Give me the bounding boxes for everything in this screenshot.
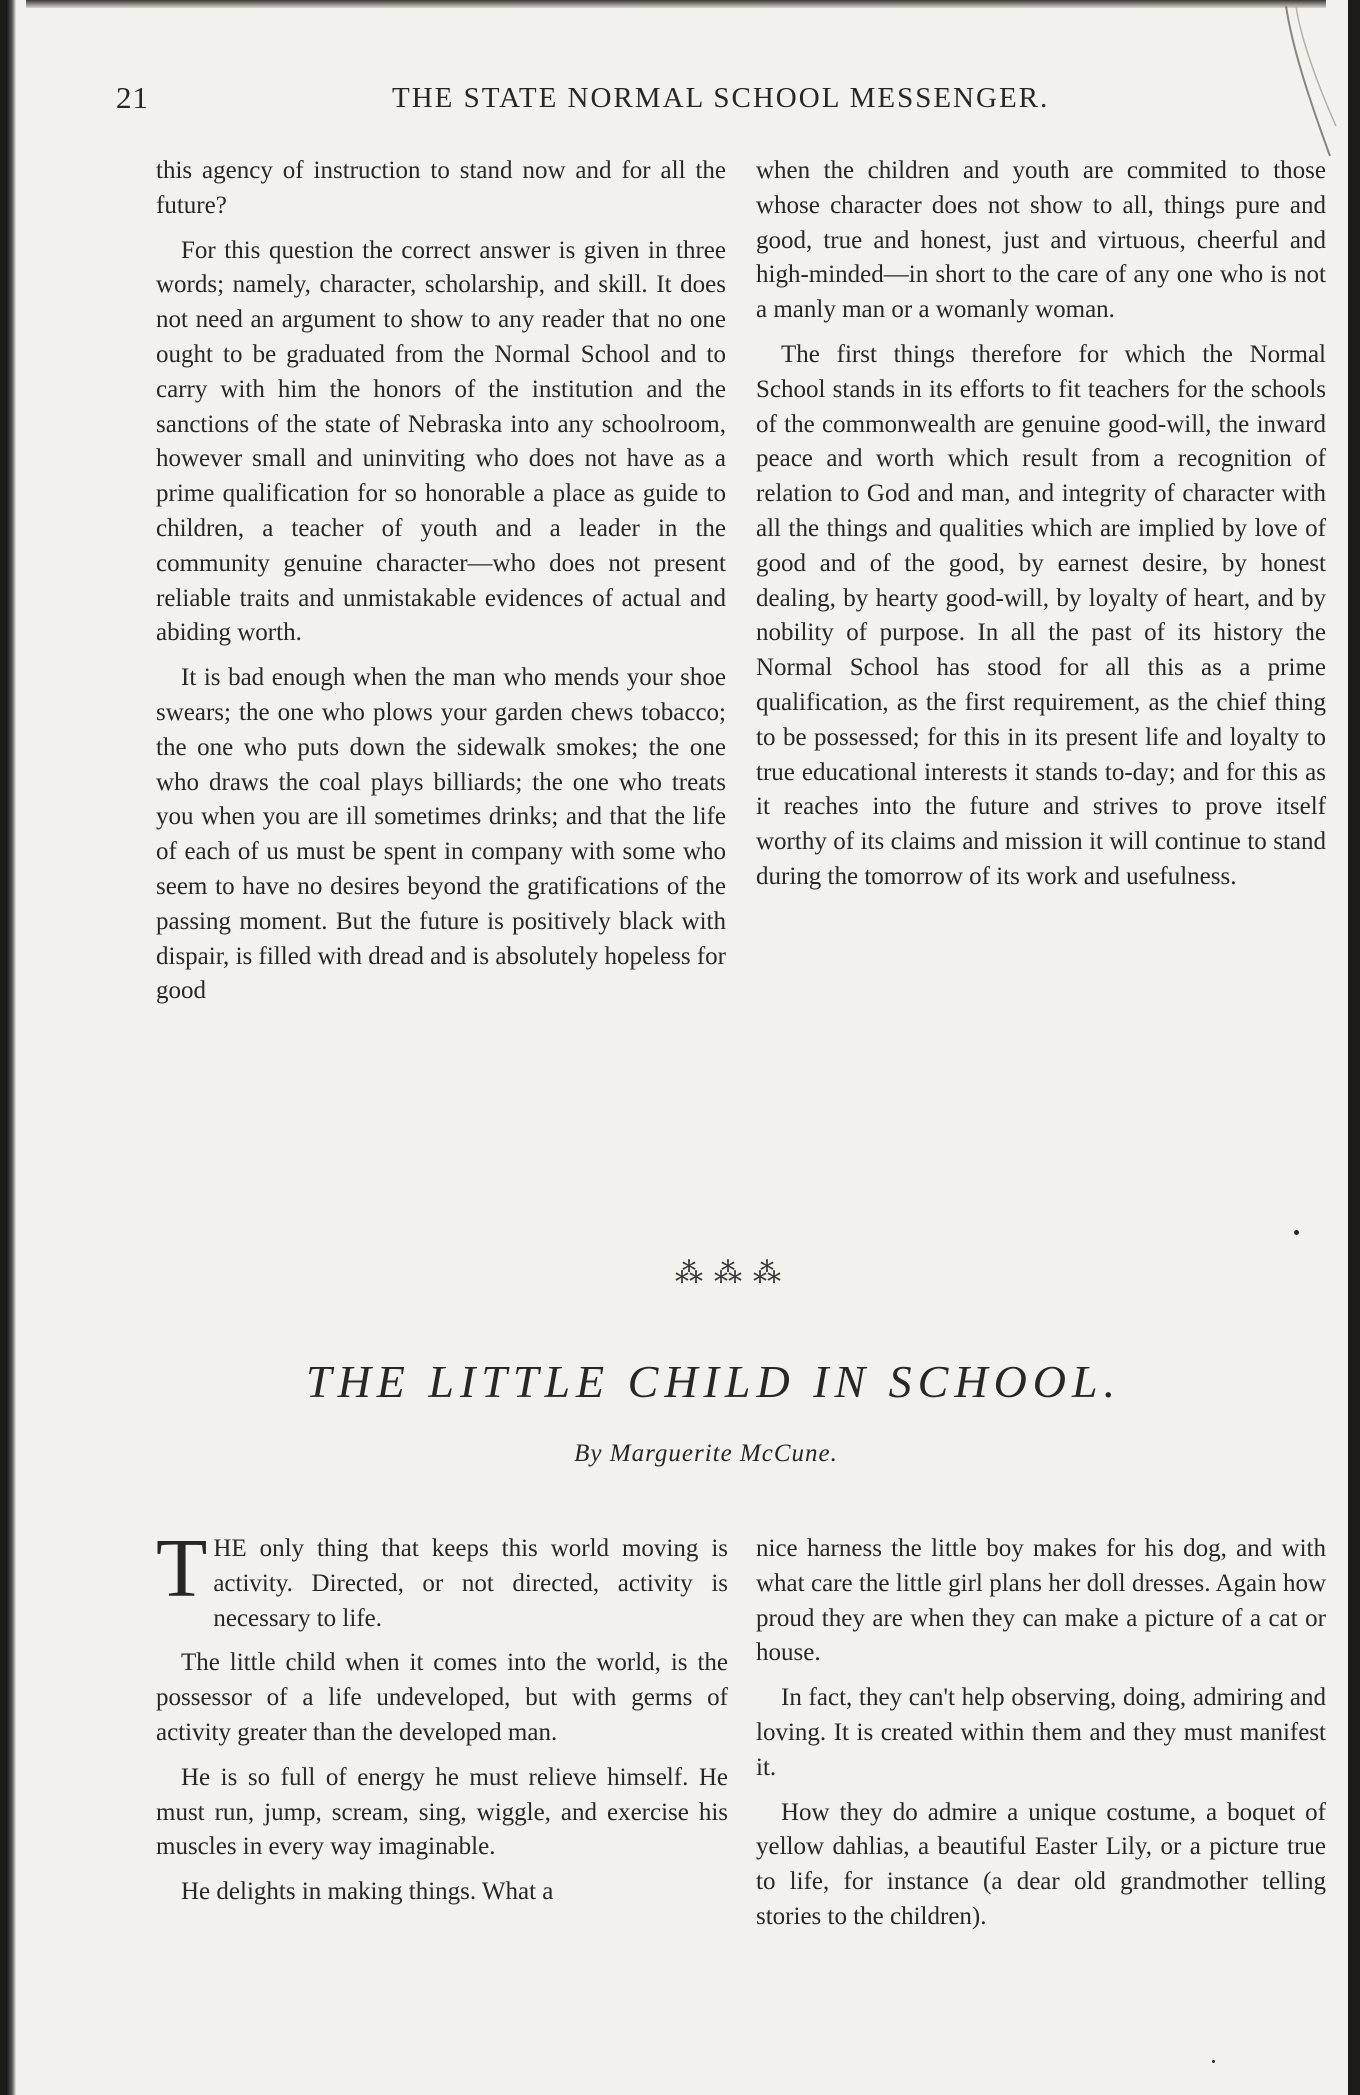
article-left-column [156, 1522, 728, 1920]
paragraph: How they do admire a unique costume, a boquet of yellow dahlias, a beautiful Easter Lily, or a picture true to life, for instance (a dear old grandmother telling stories to the children). [756, 1798, 1326, 1930]
paragraph: It is bad enough when the man who mends your shoe swears; the one who plows your garden chews tobacco; the one who puts down the sidewalk smokes; the one who draws the coal plays billiards; the one who treats you when you are ill sometimes drinks; and that the life of each of us must be spent in company with some who seem to have no desires beyond the gratifications of the passing moment. But the future is positively black with dispair, is filled with dread and is absolutely hopeless for good [156, 664, 726, 1005]
page-top-edge [26, 0, 1326, 8]
article-byline: By Marguerite McCune. [574, 1440, 838, 1467]
paragraph [156, 1522, 728, 1636]
right-column [756, 154, 1326, 905]
paragraph: He is so full of energy he must relieve himself. He must run, jump, scream, sing, wiggle, and exercise his muscles in every way imaginable. [156, 1763, 728, 1861]
paragraph: For this question the correct answer is given in three words; namely, character, scholarship, and skill. It does not need an argument to show to any reader that no one ought to be graduated from the Normal School and to carry with him the honors of the institution and the sanctions of the state of Nebraska into any schoolroom, however small and uninviting who does not have as a prime qualification for so honorable a place as guide to children, a teacher of youth and a leader in the community genuine character—who does not present reliable traits and unmistakable evidences of actual and abiding worth. [156, 236, 726, 647]
paragraph-text: HE only thing that keeps this world moving is activity. Directed, or not directed, activity is necessary to life. [213, 1535, 728, 1632]
paragraph: when the children and youth are commited to those whose character does not show to all, things pure and good, true and honest, just and virtuous, cheerful and high-minded—in short to the care of any one who is not a manly man or a womanly woman. [756, 157, 1326, 324]
ink-speck [1212, 2060, 1215, 2063]
corner-crease-mark [1278, 6, 1338, 166]
section-ornament: ⁂ ⁂ ⁂ [675, 1258, 783, 1289]
paragraph: nice harness the little boy makes for his dog, and with what care the little girl plans her doll dresses. Again how proud they are when they can make a picture of a cat or house. [756, 1535, 1326, 1667]
article-right-column [756, 1532, 1326, 1945]
article-title: THE LITTLE CHILD IN SCHOOL. [306, 1356, 1122, 1407]
page-spine-shadow [6, 0, 16, 2095]
paragraph: The little child when it comes into the world, is the possessor of a life undeveloped, but with germs of activity greater than the developed man. [156, 1649, 728, 1746]
left-column [156, 154, 726, 1019]
running-head [116, 80, 1126, 124]
paragraph: this agency of instruction to stand now and for all the future? [156, 157, 726, 219]
paragraph: In fact, they can't help observing, doing, admiring and loving. It is created within them and they must manifest it. [756, 1684, 1326, 1781]
magazine-page [6, 0, 1348, 2095]
ink-speck [1294, 1230, 1299, 1235]
journal-title: THE STATE NORMAL SCHOOL MESSENGER. [392, 82, 1050, 114]
drop-cap: T [156, 1522, 208, 1615]
paragraph: He delights in making things. What a [181, 1878, 554, 1906]
page-number: 21 [116, 80, 149, 115]
paragraph: The first things therefore for which the Normal School stands in its efforts to fit teachers for the schools of the commonwealth are genuine good-will, the inward peace and worth which result from a recognition of relation to God and man, and integrity of character with all the things and qualities which are implied by love of good and of the good, by earnest desire, by honest dealing, by hearty good-will, by loyalty of heart, and by nobility of purpose. In all the past of its history the Normal School has stood for all this as a prime qualification, as the first requirement, as the chief thing to be possessed; for this in its present life and loyalty to true educational interests it stands to-day; and for this as it reaches into the future and strives to prove itself worthy of its claims and mission it will continue to stand during the tomorrow of its work and usefulness. [756, 340, 1326, 890]
